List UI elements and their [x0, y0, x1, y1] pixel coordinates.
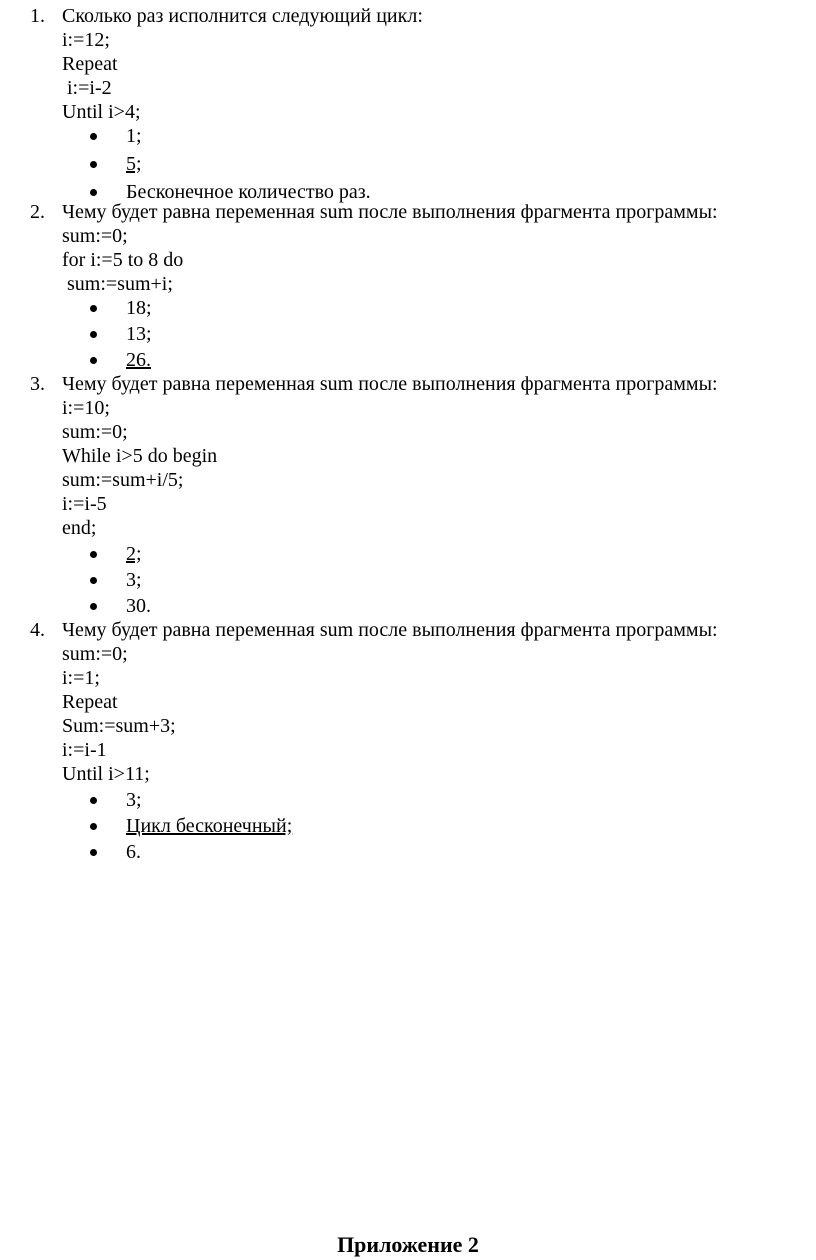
- question-text: Чему будет равна переменная sum после выполнения фрагмента программы:: [62, 619, 718, 641]
- question-number: 1.: [30, 5, 45, 27]
- code-line: sum:=sum+i/5;: [62, 469, 184, 491]
- question-number: 4.: [30, 619, 45, 641]
- appendix-title: Приложение 2: [337, 1232, 479, 1257]
- code-line: Repeat: [62, 691, 118, 713]
- question-text: Сколько раз исполнится следующий цикл:: [62, 5, 423, 27]
- code-line: i:=1;: [62, 667, 100, 689]
- bullet-icon: [90, 161, 97, 168]
- bullet-icon: [90, 797, 97, 804]
- bullet-icon: [90, 849, 97, 856]
- code-line: i:=i-2: [62, 77, 112, 99]
- question-text: Чему будет равна переменная sum после выполнения фрагмента программы:: [62, 201, 718, 223]
- code-line: Sum:=sum+3;: [62, 715, 176, 737]
- document-page: 1. Сколько раз исполнится следующий цикл: i:=12; Repeat i:=i-2 Until i>4; 1; 5; Бесконечное количество раз. 2. Чему будет равна переменная sum после выполнения фрагмента программы: sum:=0; for i:=5 to 8 do sum:=sum+i; 18; 13; 26. 3. Чему будет равна переменная sum после выполнения фрагмента программы: i:=10; sum:=0; While i>5 do begin sum:=sum+i/5; i:=i-5 end; 2; 3; 30. 4. Чему будет равна переменная sum после выполнения фрагмента программы: sum:=0; i:=1; Repeat Sum:=sum+3; i:=i-1 Until i>11; 3; Цикл бесконечный; 6. Приложение 2: [0, 0, 816, 1260]
- bullet-icon: [90, 357, 97, 364]
- question-number: 3.: [30, 373, 45, 395]
- code-line: i:=i-5: [62, 493, 107, 515]
- code-line: i:=i-1: [62, 739, 107, 761]
- code-line: i:=10;: [62, 397, 110, 419]
- code-line: Repeat: [62, 53, 118, 75]
- bullet-icon: [90, 603, 97, 610]
- bullet-icon: [90, 331, 97, 338]
- code-line: for i:=5 to 8 do: [62, 249, 184, 271]
- code-line: Until i>11;: [62, 763, 150, 785]
- code-line: end;: [62, 517, 97, 539]
- bullet-icon: [90, 133, 97, 140]
- code-line: i:=12;: [62, 29, 110, 51]
- code-line: Until i>4;: [62, 101, 141, 123]
- bullet-icon: [90, 189, 97, 196]
- question-text: Чему будет равна переменная sum после выполнения фрагмента программы:: [62, 373, 718, 395]
- code-line: sum:=sum+i;: [62, 273, 173, 295]
- question-number: 2.: [30, 201, 45, 223]
- bullet-icon: [90, 305, 97, 312]
- code-line: sum:=0;: [62, 225, 128, 247]
- bullet-icon: [90, 823, 97, 830]
- bullet-icon: [90, 577, 97, 584]
- code-line: sum:=0;: [62, 421, 128, 443]
- code-line: While i>5 do begin: [62, 445, 218, 467]
- bullet-icon: [90, 551, 97, 558]
- code-line: sum:=0;: [62, 643, 128, 665]
